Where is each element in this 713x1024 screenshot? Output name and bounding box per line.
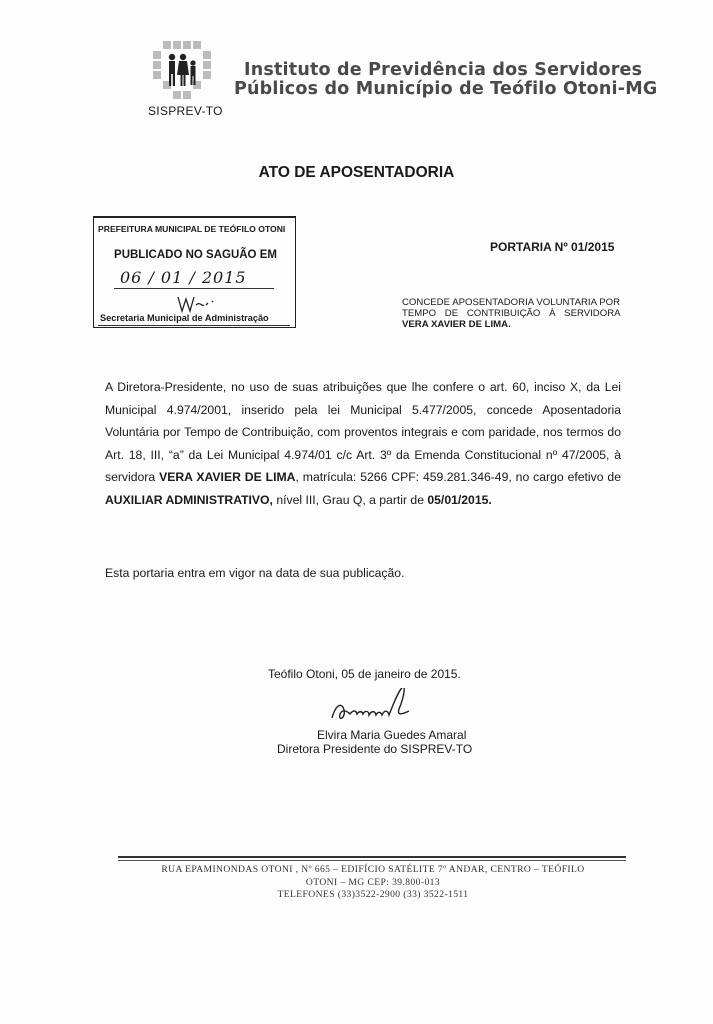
ementa-text: CONCEDE APOSENTADORIA VOLUNTARIA POR TEMPO DE CONTRIBUIÇÃO À SERVIDORA	[402, 297, 620, 319]
footer-address-line1: RUA EPAMINONDAS OTONI , Nº 665 – EDIFÍCIO SATÉLITE 7º ANDAR, CENTRO – TEÓFILO	[161, 864, 585, 875]
stamp-initials-signature	[174, 291, 224, 315]
logo-caption: SISPREV-TO	[148, 104, 223, 118]
ementa-servant-name: VERA XAVIER DE LIMA.	[402, 319, 511, 330]
handwritten-signature	[322, 688, 462, 733]
signer-name: Elvira Maria Guedes Amaral	[317, 728, 467, 742]
body-text-b: , matrícula: 5266 CPF: 459.281.346-49, no cargo efetivo de	[295, 470, 621, 484]
vigor-paragraph: Esta portaria entra em vigor na data de sua publicação.	[105, 566, 405, 580]
stamp-handwritten-date: 06 / 01 / 2015	[120, 268, 247, 287]
body-text-c: nível III, Grau Q, a partir de	[276, 492, 424, 507]
institution-name-line1: Instituto de Previdência dos Servidores	[244, 60, 643, 80]
effective-date: 05/01/2015.	[427, 492, 492, 507]
footer-rule-thin	[118, 860, 626, 861]
stamp-secretaria-label: Secretaria Municipal de Administração	[100, 313, 269, 323]
signer-role: Diretora Presidente do SISPREV-TO	[277, 742, 473, 756]
job-title: AUXILIAR ADMINISTRATIVO,	[105, 492, 273, 507]
body-paragraph	[105, 376, 621, 511]
stamp-published-label: PUBLICADO NO SAGUÃO EM	[114, 249, 277, 261]
stamp-prefeitura-label: PREFEITURA MUNICIPAL DE TEÓFILO OTONI	[98, 224, 286, 234]
publication-stamp	[93, 216, 296, 328]
stamp-date-line	[114, 288, 274, 289]
portaria-number: PORTARIA Nº 01/2015	[490, 240, 615, 254]
footer-phones: TELEFONES (33)3522-2900 (33) 3522-1511	[277, 889, 469, 900]
place-and-date: Teófilo Otoni, 05 de janeiro de 2015.	[268, 667, 461, 681]
footer-address	[125, 864, 621, 902]
ementa	[402, 297, 620, 330]
footer-rule-thick	[118, 856, 626, 858]
servant-name: VERA XAVIER DE LIMA	[159, 470, 296, 484]
sisprev-logo	[143, 35, 223, 105]
institution-name-line2: Públicos do Município de Teófilo Otoni-MG	[234, 79, 658, 99]
document-title: ATO DE APOSENTADORIA	[258, 164, 455, 181]
body-text-a: A Diretora-Presidente, no uso de suas atribuições que lhe confere o art. 60, inciso X, da Lei Municipal 4.974/2001, inserido pela lei Municipal 5.477/2005, concede Aposentadoria Voluntária por Tempo de Contribuição, com proventos integrais e com paridade, nos termos do Art. 18, III, “a” da Lei Municipal 4.974/01 c/c Art. 3º da Emenda Constitucional nº 47/2005, à servidora	[105, 380, 621, 484]
footer-address-line2: OTONI – MG CEP: 39.800-013	[305, 876, 441, 888]
stamp-bottom-line	[98, 325, 290, 326]
